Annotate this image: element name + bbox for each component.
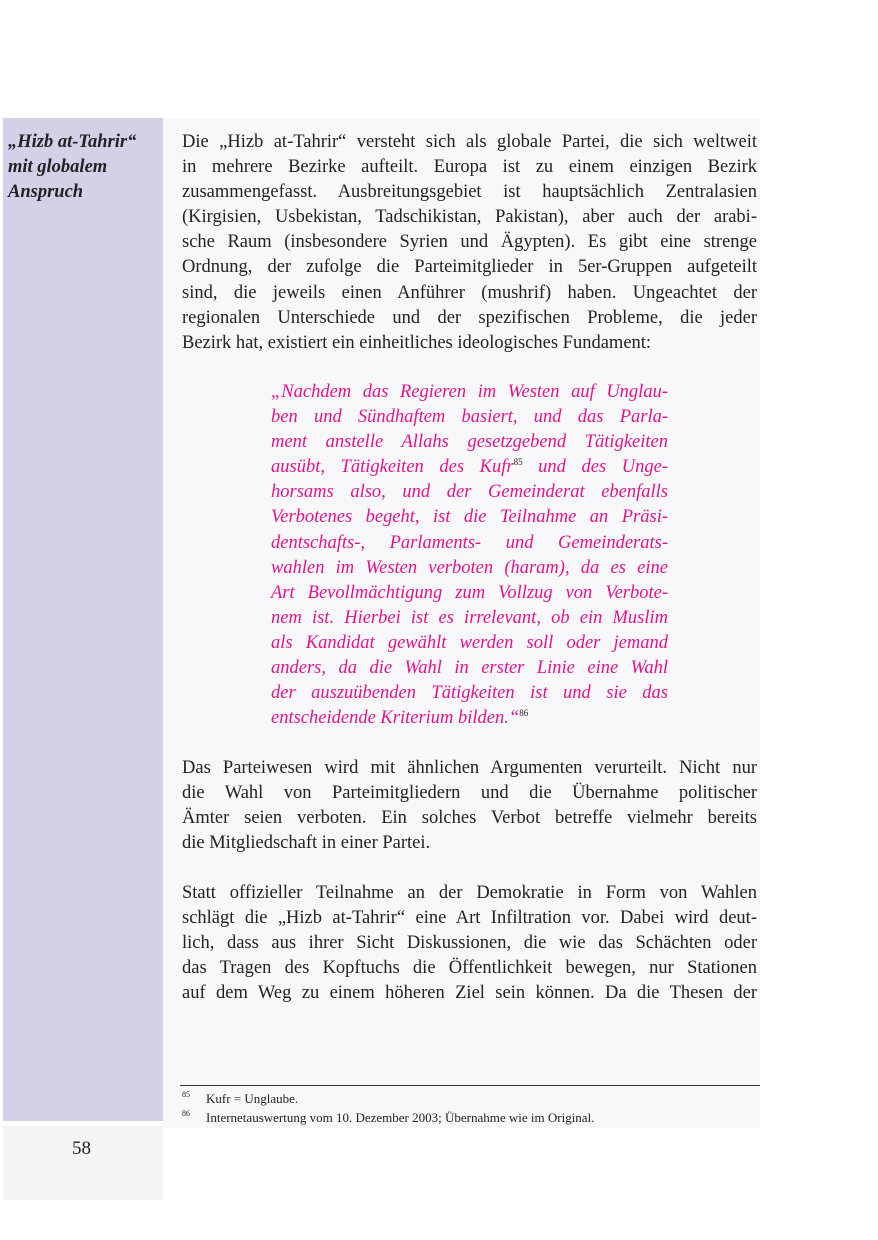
quote-line: wahlen im Westen verboten (haram), da es eine — [271, 557, 668, 578]
quote-line: dentschafts-, Parlaments- und Gemeinderats- — [271, 532, 668, 553]
margin-heading — [8, 130, 158, 205]
paragraph-2 — [182, 756, 757, 856]
text-line: das Tragen des Kopftuchs die Öffentlichkeit bewegen, nur Stationen — [182, 958, 757, 979]
quote-text: ausübt, Tätigkeiten des Kufr — [271, 457, 514, 478]
text-line: zusammengefasst. Ausbreitungsgebiet ist hauptsächlich Zentralasien — [182, 182, 757, 203]
quote-line: Verbotenes begeht, ist die Teilnahme an Präsi- — [271, 507, 668, 528]
quote-line: horsams also, und der Gemeinderat ebenfalls — [271, 482, 668, 503]
text-line: auf dem Weg zu einem höheren Ziel sein können. Da die Thesen der — [182, 983, 757, 1004]
quote-line: anders, da die Wahl in erster Linie eine Wahl — [271, 658, 668, 679]
footnote-marker-85: 85 — [513, 457, 523, 468]
footnote-number: 86 — [182, 1109, 190, 1118]
quote-line — [271, 706, 668, 731]
quote-text: entscheidende Kriterium bilden. — [271, 708, 509, 729]
text-line: schlägt die „Hizb at-Tahrir“ eine Art Infiltration vor. Dabei wird deut- — [182, 908, 757, 929]
footnote-number: 85 — [182, 1090, 190, 1099]
margin-heading-line: mit globalem — [8, 157, 108, 177]
quote-line: als Kandidat gewählt werden soll oder jemand — [271, 632, 668, 653]
margin-heading-line: „Hizb at-Tahrir“ — [8, 132, 137, 152]
text-line: Das Parteiwesen wird mit ähnlichen Argumenten verurteilt. Nicht nur — [182, 758, 757, 778]
text-line: Ordnung, der zufolge die Parteimitglieder in 5er-Gruppen aufgeteilt — [182, 257, 757, 278]
footnote-text: Internetauswertung vom 10. Dezember 2003; Übernahme wie im Original. — [206, 1110, 595, 1125]
footnote-separator — [180, 1085, 760, 1086]
quote-line: nem ist. Hierbei ist es irrelevant, ob ein Muslim — [271, 607, 668, 628]
block-quote — [271, 380, 668, 731]
paragraph-3 — [182, 881, 757, 1006]
quote-line: „Nachdem das Regieren im Westen auf Unglau- — [271, 382, 668, 402]
footnote-86 — [182, 1108, 757, 1127]
text-line: Statt offizieller Teilnahme an der Demokratie in Form von Wahlen — [182, 883, 757, 903]
quote-line: ment anstelle Allahs gesetzgebend Tätigkeiten — [271, 432, 668, 453]
footnote-marker-86: 86 — [519, 708, 529, 719]
text-line: die Wahl von Parteimitgliedern und die Übernahme politischer — [182, 783, 757, 804]
text-line: sind, die jeweils einen Anführer (mushrif) haben. Ungeachtet der — [182, 282, 757, 303]
text-line: Die „Hizb at-Tahrir“ versteht sich als globale Partei, die sich weltweit — [182, 132, 757, 152]
text-line: Bezirk hat, existiert ein einheitliches ideologisches Fundament: — [182, 332, 652, 353]
text-line: regionalen Unterschiede und der spezifischen Probleme, die jeder — [182, 307, 757, 328]
quote-line: der auszuübenden Tätigkeiten ist und sie das — [271, 683, 668, 704]
page-number: 58 — [72, 1138, 91, 1159]
quote-text: und des Unge- — [522, 457, 668, 478]
margin-sidebar — [3, 118, 163, 1121]
footnote-text: Kufr = Unglaube. — [206, 1091, 299, 1106]
quote-line — [271, 455, 668, 480]
text-line: die Mitgliedschaft in einer Partei. — [182, 833, 431, 854]
text-line: lich, dass aus ihrer Sicht Diskussionen, die wie das Schächten oder — [182, 933, 757, 954]
margin-heading-line: Anspruch — [8, 182, 84, 202]
footnote-85 — [182, 1089, 757, 1108]
footnotes — [182, 1089, 757, 1127]
paragraph-1 — [182, 130, 757, 356]
text-line: in mehrere Bezirke aufteilt. Europa ist zu einem einzigen Bezirk — [182, 157, 757, 178]
text-line: sche Raum (insbesondere Syrien und Ägypten). Es gibt eine strenge — [182, 232, 757, 253]
quote-line: ben und Sündhaftem basiert, und das Parla- — [271, 407, 668, 428]
quote-line: Art Bevollmächtigung zum Vollzug von Verbote- — [271, 582, 668, 603]
text-line: Ämter seien verboten. Ein solches Verbot betreffe vielmehr bereits — [182, 808, 757, 829]
quote-closing-mark: “ — [508, 708, 520, 729]
text-line: (Kirgisien, Usbekistan, Tadschikistan, Pakistan), aber auch der arabi- — [182, 207, 757, 228]
